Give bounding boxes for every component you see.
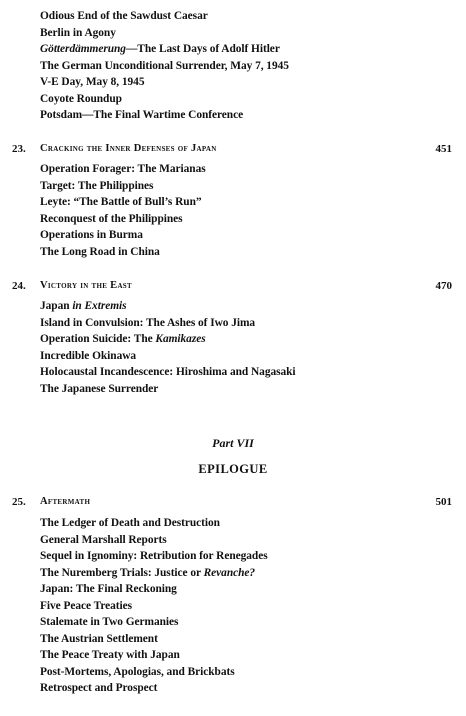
toc-entry: The Japanese Surrender	[40, 383, 159, 395]
toc-entry: Post-Mortems, Apologias, and Brickbats	[40, 666, 235, 678]
toc-entry-italic: Götterdämmerung	[40, 43, 126, 55]
toc-entry: General Marshall Reports	[40, 534, 167, 546]
chapter-page-number: 501	[435, 496, 452, 508]
chapter-page-number: 451	[435, 143, 452, 155]
toc-entry-italic: Revanche?	[203, 567, 256, 579]
toc-entry: The Austrian Settlement	[40, 633, 158, 645]
toc-entry-italic: in Extremis	[72, 300, 127, 312]
toc-entry: V-E Day, May 8, 1945	[40, 76, 145, 88]
chapter-number: 23.	[12, 143, 26, 155]
toc-entry: Incredible Okinawa	[40, 350, 137, 362]
toc-entry: Sequel in Ignominy: Retribution for Renegades	[40, 550, 268, 562]
toc-entry: Target: The Philippines	[40, 180, 154, 192]
chapter-page-number: 470	[435, 280, 452, 292]
toc-entry-italic: Kamikazes	[155, 333, 206, 345]
part-label: Part VII	[212, 436, 254, 450]
toc-entry: Potsdam—The Final Wartime Conference	[40, 109, 244, 121]
toc-entry: The Long Road in China	[40, 246, 160, 258]
toc-entry: Japan: The Final Reckoning	[40, 583, 177, 595]
chapter-title: Cracking the Inner Defenses of Japan	[40, 143, 217, 154]
toc-entry	[40, 298, 127, 315]
toc-entry: Holocaustal Incandescence: Hiroshima and Nagasaki	[40, 366, 296, 378]
toc-entry: The Ledger of Death and Destruction	[40, 517, 220, 529]
chapter-title: Aftermath	[40, 496, 91, 507]
toc-entry	[40, 331, 206, 348]
toc-entry	[40, 41, 280, 58]
toc-entry: Leyte: “The Battle of Bull’s Run”	[40, 196, 202, 208]
toc-entry-start: Japan	[40, 300, 73, 312]
chapter-title: Victory in the East	[40, 280, 132, 291]
toc-entry: Island in Convulsion: The Ashes of Iwo Jima	[40, 317, 256, 329]
toc-entry: The Peace Treaty with Japan	[40, 649, 180, 661]
chapter-number: 25.	[12, 496, 26, 508]
toc-entry: Berlin in Agony	[40, 27, 116, 39]
toc-entry: Stalemate in Two Germanies	[40, 616, 179, 628]
toc-entry: The German Unconditional Surrender, May 7, 1945	[40, 60, 289, 72]
toc-entry: Five Peace Treaties	[40, 600, 133, 612]
part-title: EPILOGUE	[198, 462, 268, 476]
toc-entry: Reconquest of the Philippines	[40, 213, 183, 225]
toc-entry	[40, 565, 255, 582]
toc-entry: Odious End of the Sawdust Caesar	[40, 10, 208, 22]
toc-entry: Coyote Roundup	[40, 93, 122, 105]
toc-entry: Operation Forager: The Marianas	[40, 163, 206, 175]
toc-entry: Operations in Burma	[40, 229, 143, 241]
toc-entry-start: The Nuremberg Trials: Justice or	[40, 567, 204, 579]
toc-entry: Retrospect and Prospect	[40, 682, 158, 694]
toc-entry-start: Operation Suicide: The	[40, 333, 156, 345]
chapter-number: 24.	[12, 280, 26, 292]
toc-entry-rest: —The Last Days of Adolf Hitler	[125, 43, 280, 55]
